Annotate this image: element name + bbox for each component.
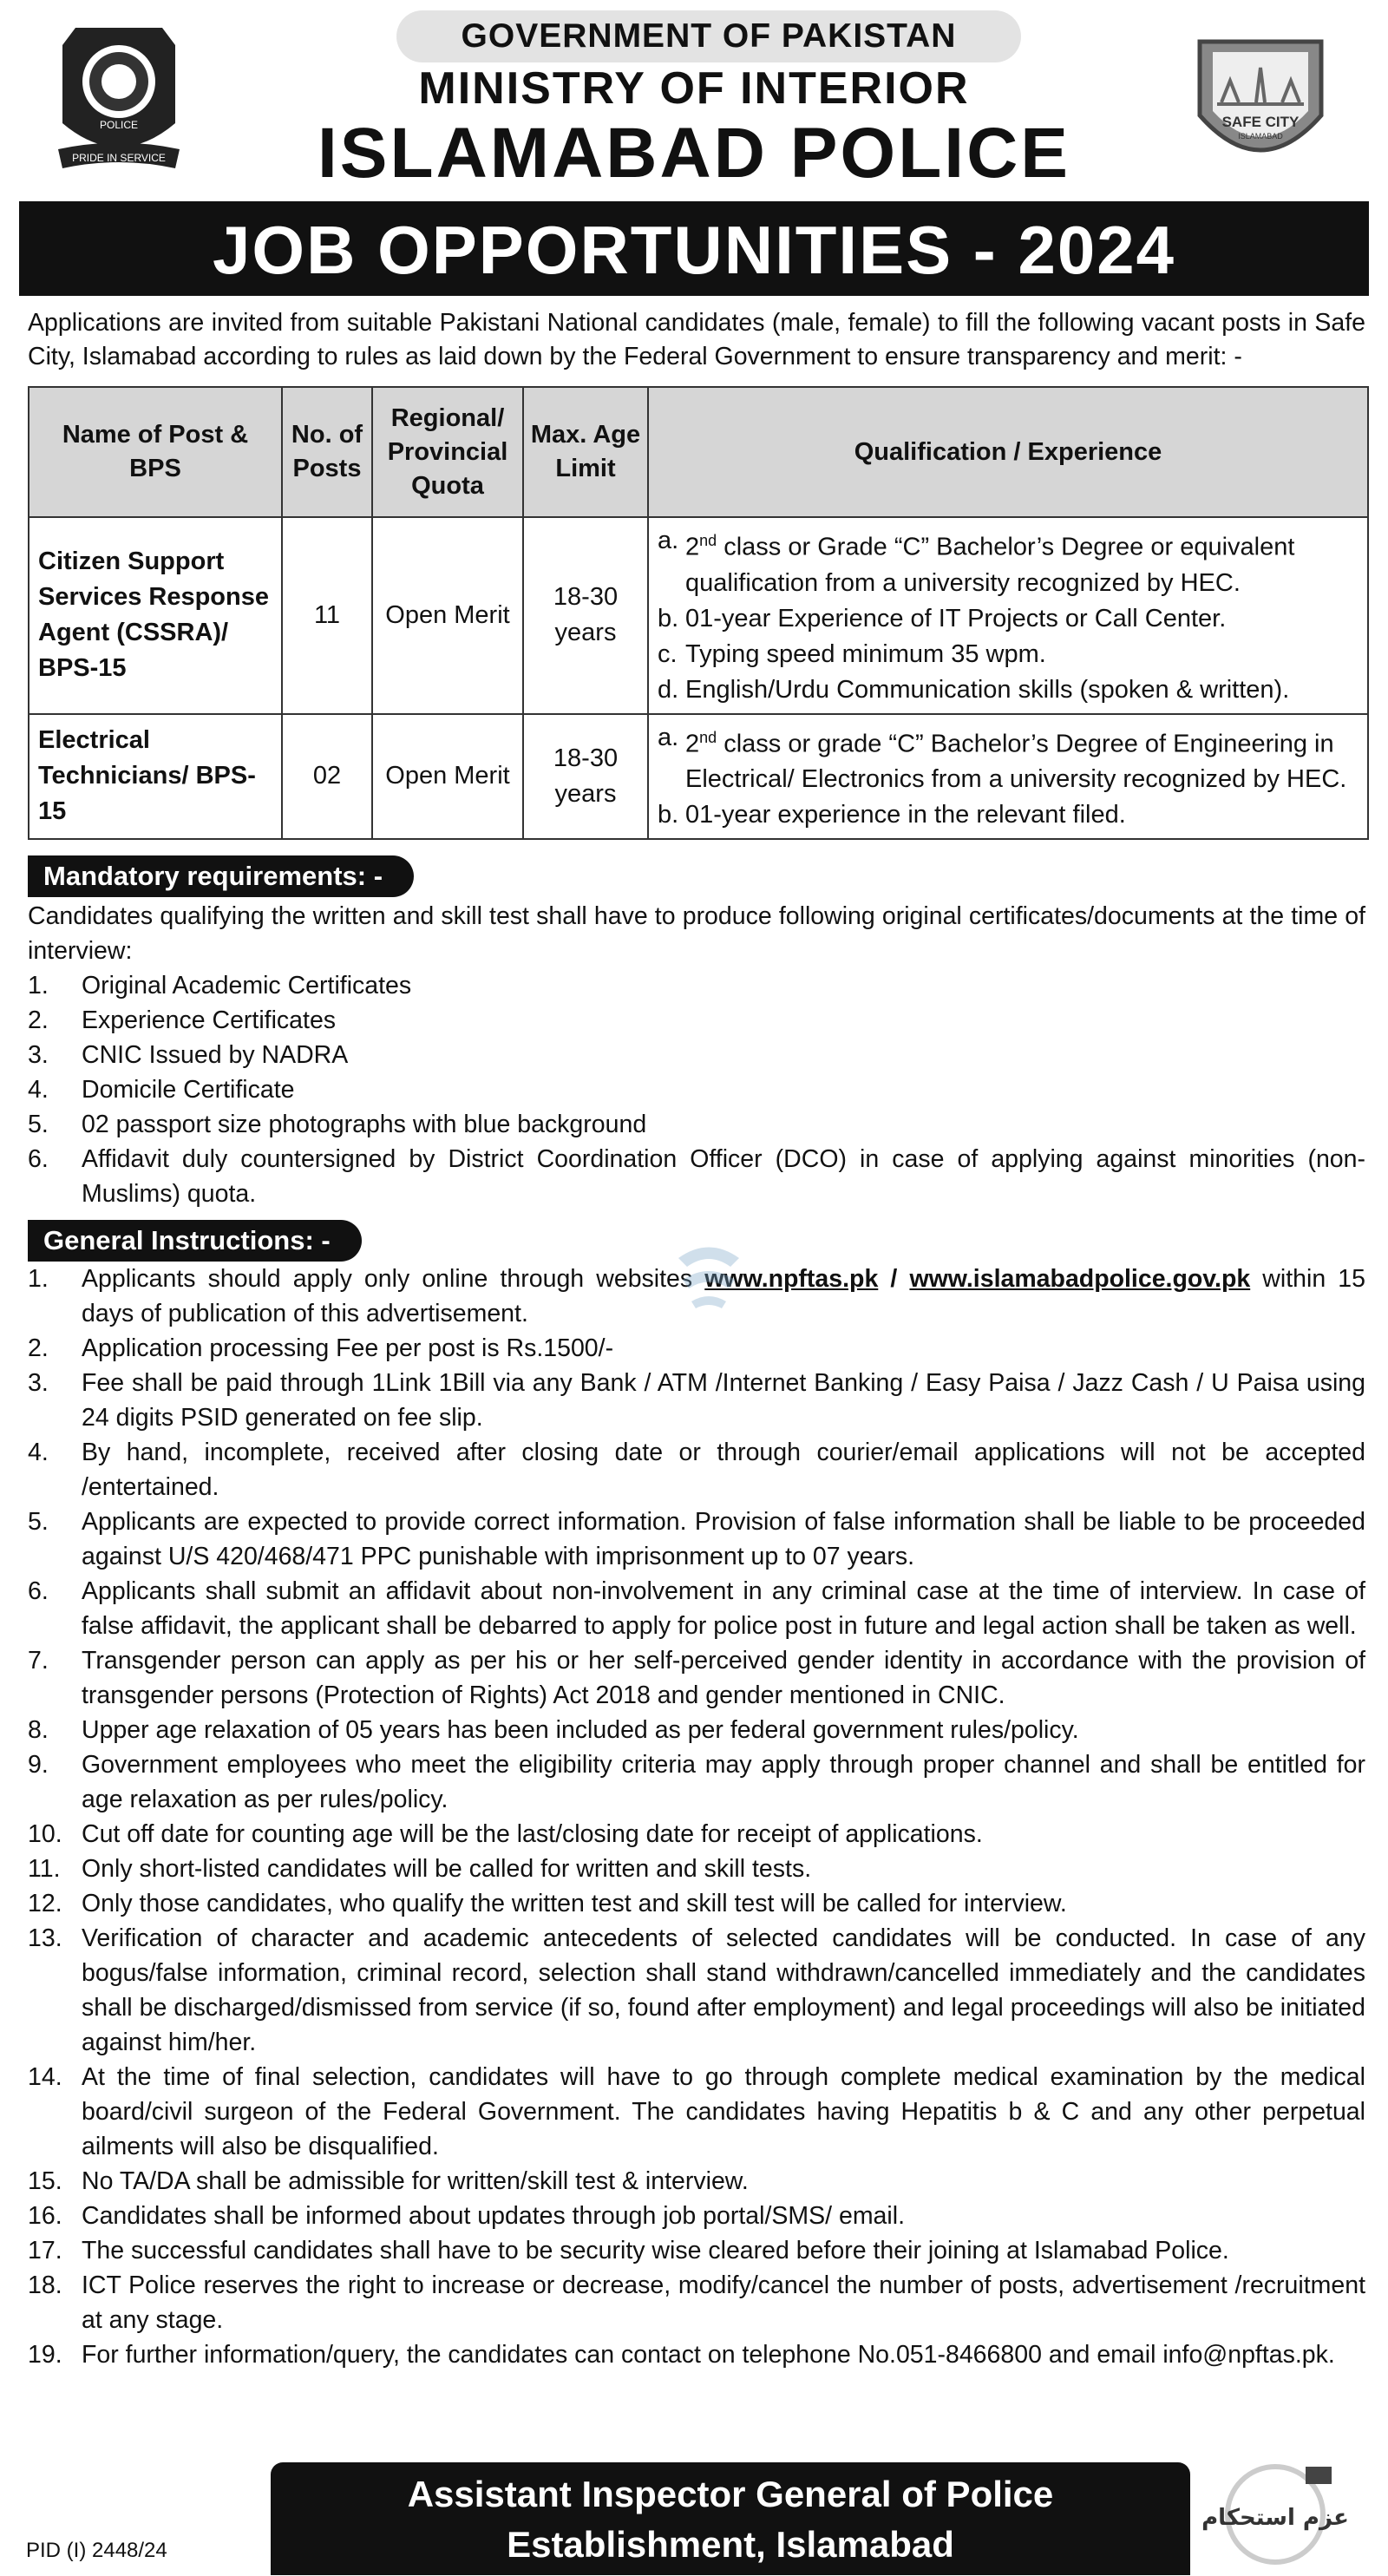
- svg-text:PRIDE IN SERVICE: PRIDE IN SERVICE: [72, 152, 166, 164]
- posts-count: 11: [282, 517, 372, 714]
- list-item: 3. Fee shall be paid through 1Link 1Bill via any Bank / ATM /Internet Banking / Easy Paisa / Jazz Cash / U Paisa using 24 digits PSID generated on fee slip.: [28, 1369, 1365, 1432]
- posts-count: 02: [282, 714, 372, 840]
- list-item: 15. No TA/DA shall be admissible for written/skill test & interview.: [28, 2167, 749, 2196]
- signatory-office: Establishment, Islamabad: [507, 2524, 954, 2565]
- list-item: 8. Upper age relaxation of 05 years has been included as per federal government rules/policy.: [28, 1716, 1079, 1745]
- mandatory-list: [19, 968, 1369, 1211]
- mandatory-requirements-heading: Mandatory requirements: -: [28, 855, 414, 897]
- qualification-item: [658, 797, 1359, 833]
- qualification-text: 2nd class or grade “C” Bachelor’s Degree of Engineering in Electrical/ Electronics from a university recognized by HEC.: [685, 728, 1347, 794]
- mandatory-intro: Candidates qualifying the written and skill test shall have to produce following original certificates/documents at the time of interview:: [28, 902, 1365, 966]
- government-title: GOVERNMENT OF PAKISTAN: [396, 10, 1021, 62]
- col-header-age: Max. Age Limit: [523, 387, 648, 517]
- svg-text:عزم استحکام: عزم استحکام: [1201, 2505, 1349, 2531]
- age-limit: 18-30 years: [523, 714, 648, 840]
- list-item: 11. Only short-listed candidates will be called for written and skill tests.: [28, 1855, 812, 1884]
- advertisement-page: [19, 0, 1369, 2576]
- safe-city-logo-icon: [1182, 33, 1339, 189]
- signatory-block: [271, 2462, 1190, 2575]
- svg-text:ISLAMABAD: ISLAMABAD: [1238, 132, 1283, 141]
- list-item: 13. Verification of character and academic antecedents of selected candidates will be conducted. In case of any bogus/false information, criminal record, selection shall stand withdrawn/cancelled immediately and the candidates shall be discharged/dismissed from service (if so, found after employment) and legal proceedings will also be initiated against him/her.: [28, 1924, 1365, 2057]
- qualification-text: Typing speed minimum 35 wpm.: [685, 639, 1046, 668]
- svg-text:POLICE: POLICE: [99, 119, 139, 131]
- list-item: 1. Original Academic Certificates: [28, 972, 412, 1000]
- job-opportunities-banner: JOB OPPORTUNITIES - 2024: [19, 204, 1369, 296]
- footer: [19, 2436, 1369, 2576]
- list-item: 10. Cut off date for counting age will be the last/closing date for receipt of applications.: [28, 1820, 983, 1849]
- svg-text:SAFE CITY: SAFE CITY: [1221, 114, 1300, 130]
- pid-number: PID (I) 2448/24: [26, 2539, 167, 2562]
- islamabad-police-link[interactable]: www.islamabadpolice.gov.pk: [909, 1265, 1251, 1294]
- qualification-item: [658, 523, 1359, 601]
- header: [19, 0, 1369, 204]
- qualification-cell: [648, 517, 1368, 714]
- quota: Open Merit: [372, 714, 523, 840]
- qualification-letter: a.: [658, 527, 679, 554]
- col-header-qualification: Qualification / Experience: [648, 387, 1368, 517]
- list-item: 1. Applicants should apply only online through websites www.npftas.pk / www.islamabadpolice.gov.pk within 15 days of publication of this advertisement.: [28, 1265, 1365, 1328]
- list-item: 12. Only those candidates, who qualify the written test and skill test will be called for interview.: [28, 1890, 1067, 1918]
- qualification-text: 2nd class or Grade “C” Bachelor’s Degree or equivalent qualification from a university recognized by HEC.: [685, 532, 1295, 597]
- list-item: 2. Experience Certificates: [28, 1006, 337, 1035]
- table-header-row: [29, 387, 1368, 517]
- organization-title: ISLAMABAD POLICE: [318, 114, 1070, 193]
- qualification-item: [658, 637, 1359, 672]
- list-item: 18. ICT Police reserves the right to increase or decrease, modify/cancel the number of posts, advertisement /recruitment at any stage.: [28, 2271, 1365, 2335]
- list-item: 19. For further information/query, the candidates can contact on telephone No.051-8466800 and email info@npftas.pk.: [28, 2341, 1335, 2370]
- quota: Open Merit: [372, 517, 523, 714]
- list-item: 6. Applicants shall submit an affidavit about non-involvement in any criminal case at the time of interview. In case of false affidavit, the applicant shall be debarred to apply for police post in future and legal action shall be taken as well.: [28, 1577, 1365, 1641]
- list-item: 5. 02 passport size photographs with blue background: [28, 1111, 647, 1139]
- list-item: 4. By hand, incomplete, received after closing date or through courier/email applications will not be accepted /entertained.: [28, 1439, 1365, 1502]
- watermark-icon: [661, 1232, 756, 1327]
- list-item: 7. Transgender person can apply as per his or her self-perceived gender identity in accordance with the provision of transgender persons (Protection of Rights) Act 2018 and gender mentioned in CNIC.: [28, 1647, 1365, 1710]
- qualification-text: English/Urdu Communication skills (spoken & written).: [685, 675, 1290, 704]
- qualification-letter: a.: [658, 723, 679, 751]
- list-item: 5. Applicants are expected to provide correct information. Provision of false information shall be liable to be proceeded against U/S 420/468/471 PPC punishable with imprisonment up to 07 years.: [28, 1508, 1365, 1571]
- table-row: [29, 517, 1368, 714]
- col-header-post: Name of Post & BPS: [29, 387, 282, 517]
- qualification-letter: d.: [658, 675, 679, 704]
- age-limit: 18-30 years: [523, 517, 648, 714]
- qualification-item: [658, 720, 1359, 798]
- qualification-text: 01-year experience in the relevant filed.: [685, 801, 1126, 829]
- list-item: 16. Candidates shall be informed about updates through job portal/SMS/ email.: [28, 2202, 905, 2231]
- list-item: 4. Domicile Certificate: [28, 1076, 295, 1104]
- post-name: Citizen Support Services Response Agent (CSSRA)/ BPS-15: [29, 517, 282, 714]
- npftas-link[interactable]: www.npftas.pk: [704, 1265, 879, 1294]
- qualification-letter: b.: [658, 604, 679, 633]
- list-item: 2. Application processing Fee per post is Rs.1500/-: [28, 1334, 614, 1363]
- azm-e-istehkam-logo-icon: [1201, 2454, 1349, 2566]
- list-item: 3. CNIC Issued by NADRA: [28, 1041, 349, 1070]
- intro-paragraph: Applications are invited from suitable Pakistani National candidates (male, female) to fill the following vacant posts in Safe City, Islamabad according to rules as laid down by the Federal Government to ensure transparency and merit: -: [28, 309, 1365, 370]
- general-instructions-heading: General Instructions: -: [28, 1220, 362, 1262]
- signatory-title: Assistant Inspector General of Police: [407, 2474, 1054, 2514]
- qualification-letter: b.: [658, 801, 679, 829]
- qualification-letter: c.: [658, 639, 678, 668]
- qualification-text: 01-year Experience of IT Projects or Call Center.: [685, 604, 1227, 633]
- qualification-cell: [648, 714, 1368, 840]
- qualification-item: [658, 672, 1359, 708]
- list-item: 6. Affidavit duly countersigned by District Coordination Officer (DCO) in case of applying against minorities (non-Muslims) quota.: [28, 1145, 1365, 1209]
- vacancies-table: [28, 386, 1369, 840]
- list-item: 17. The successful candidates shall have to be security wise cleared before their joining at Islamabad Police.: [28, 2237, 1229, 2265]
- list-item: 9. Government employees who meet the eligibility criteria may apply through proper channel and shall be entitled for age relaxation as per rules/policy.: [28, 1751, 1365, 1814]
- list-item: 14. At the time of final selection, candidates will have to go through complete medical examination by the medical board/civil surgeon of the Federal Government. The candidates having Hepatitis b & C and any other perpetual ailments will also be disqualified.: [28, 2063, 1365, 2161]
- post-name: Electrical Technicians/ BPS-15: [29, 714, 282, 840]
- instructions-list: [19, 1262, 1369, 2372]
- table-row: [29, 714, 1368, 840]
- ministry-title: MINISTRY OF INTERIOR: [418, 63, 970, 114]
- col-header-quota: Regional/ Provincial Quota: [372, 387, 523, 517]
- qualification-item: [658, 601, 1359, 637]
- col-header-posts: No. of Posts: [282, 387, 372, 517]
